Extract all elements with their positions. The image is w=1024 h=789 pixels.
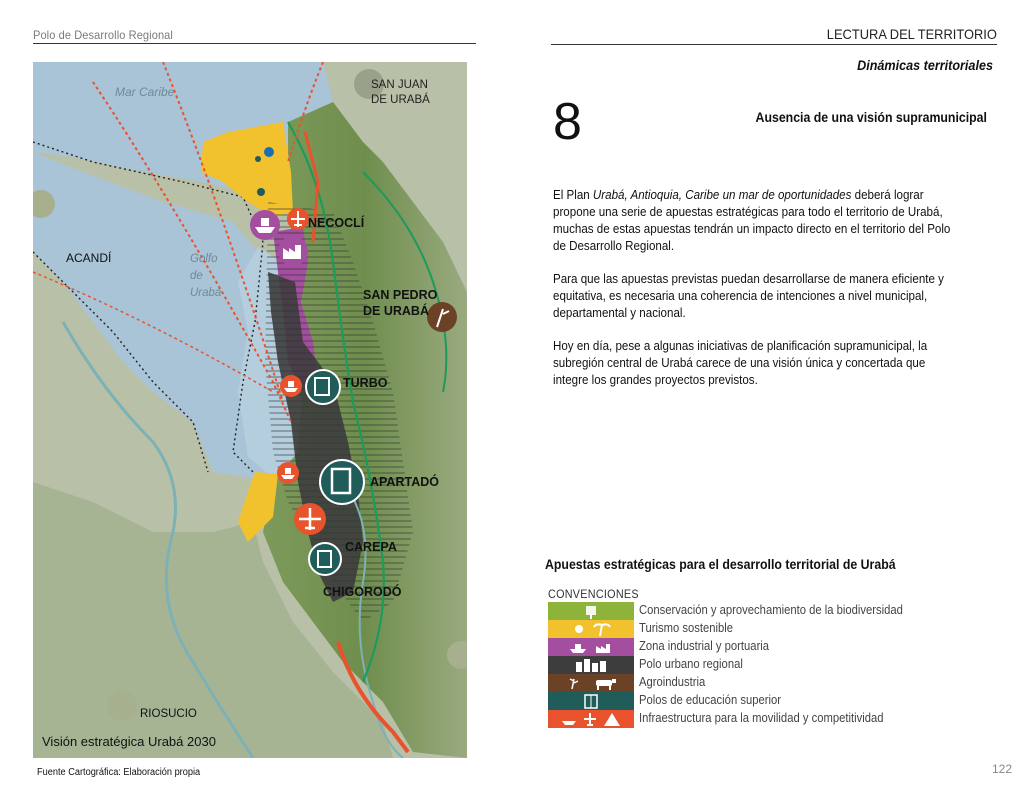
gulf-label-1: Golfo [190,253,218,265]
book-icon [548,692,634,710]
document-header-left: Polo de Desarrollo Regional [33,28,173,42]
palm-icon [548,620,634,638]
section-number: 8 [553,93,582,151]
gulf-label-2: de [190,270,203,282]
header-divider-left [33,43,476,44]
header-divider-right [551,44,997,45]
place-label-san-pedro-1: SAN PEDRO [363,288,438,302]
legend-item-tourism: Turismo sostenible [548,620,948,638]
place-label-acandi: ACANDÍ [66,251,112,265]
paragraph-2: Para que las apuestas previstas puedan desarrollarse de manera eficiente y equitativa, es necesaria una coherencia de intenciones a nivel municipal, departamental y nacional. [553,272,944,320]
factory-icon [278,236,308,266]
place-label-san-juan-1: SAN JUAN [371,79,428,91]
gulf-label-3: Urabá [190,287,222,299]
plane-icon [548,710,634,728]
airport-icon [287,208,309,230]
territorial-map [33,62,467,758]
ship-factory-icon [548,638,634,656]
legend-item-agro: Agroindustria [548,674,948,692]
document-header-right: LECTURA DEL TERRITORIO [826,26,997,42]
place-label-san-pedro-2: DE URABÁ [363,304,429,318]
legend-item-urban: Polo urbano regional [548,656,948,674]
section-subtitle: Dinámicas territoriales [857,57,993,73]
legend-item-biodiversity: Conservación y aprovechamiento de la biodiversidad [548,602,948,620]
legend-item-mobility: Infraestructura para la movilidad y competitividad [548,710,948,728]
cow-icon [548,674,634,692]
place-label-necocli: NECOCLÍ [308,216,365,230]
place-label-chigorodo: CHIGORODÓ [323,585,402,599]
cartographic-source: Fuente Cartográfica: Elaboración propia [37,767,201,778]
education-icon-apartado [320,460,364,504]
page-number: 122 [991,762,1012,776]
faded-icon-riosucio [107,691,137,721]
agro-icon [427,302,457,332]
tree-icon [548,602,634,620]
airport-icon-apartado [294,503,326,535]
place-label-san-juan-2: DE URABÁ [371,94,430,106]
port-icon-apartado [277,462,299,484]
section-title: Ausencia de una visión supramunicipal [755,109,987,125]
place-label-carepa: CAREPA [345,540,397,554]
map-caption: Visión estratégica Urabá 2030 [42,734,216,749]
education-icon-carepa [309,543,341,575]
place-label-turbo: TURBO [343,376,388,390]
place-label-apartado: APARTADÓ [370,475,439,489]
city-icon [548,656,634,674]
legend-item-education: Polos de educación superior [548,692,948,710]
education-icon-turbo [306,370,340,404]
legend-title: Apuestas estratégicas para el desarrollo territorial de Urabá [545,556,896,572]
place-label-riosucio: RIOSUCIO [140,708,197,720]
body-text [553,187,958,405]
conventions-label: CONVENCIONES [548,587,639,601]
paragraph-1: El Plan Urabá, Antioquia, Caribe un mar de oportunidades deberá lograr propone una serie de apuestas estratégicas para todo el territorio de Urabá, muchas de estas apuestas tendrán un impacto directo en el territorio del Polo de Desarrollo Regional. [553,188,951,253]
port-icon-turbo [280,375,302,397]
paragraph-3: Hoy en día, pese a algunas iniciativas de planificación supramunicipal, la subregión central de Urabá carece de una visión única y concertada que integre los grandes proyectos previstos. [553,339,928,387]
port-icon [250,210,280,240]
legend-item-industrial: Zona industrial y portuaria [548,638,948,656]
sea-label: Mar Caribe [115,85,175,99]
